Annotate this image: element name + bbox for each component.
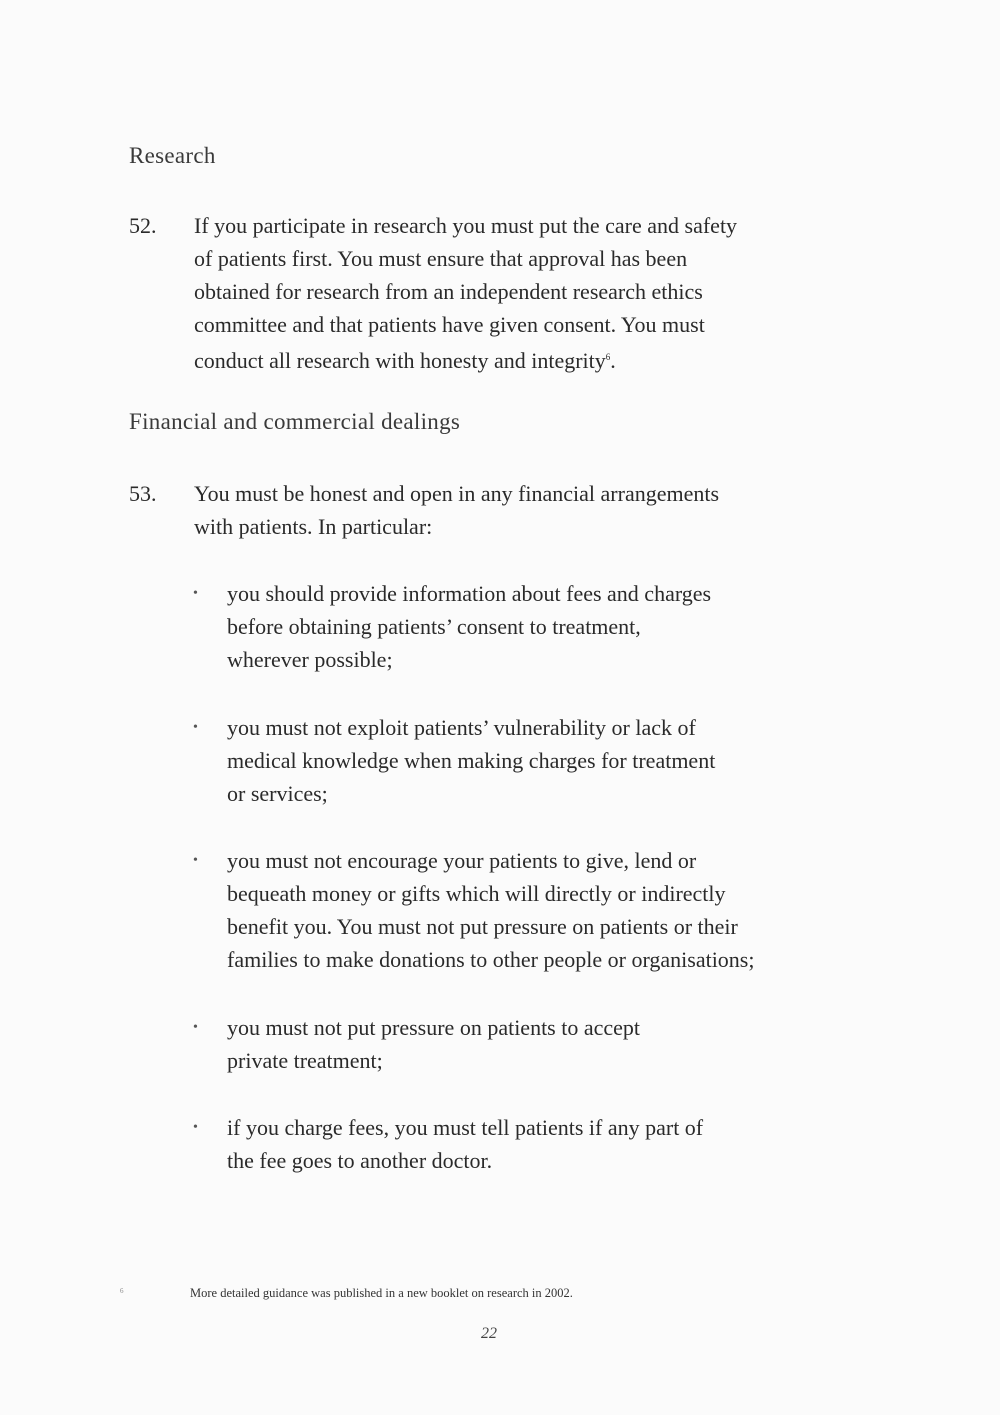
text-line: wherever possible;: [227, 647, 393, 672]
bullet-icon: •: [193, 1020, 198, 1035]
text-line: you must not encourage your patients to give, lend or: [227, 848, 697, 873]
text-line: before obtaining patients’ consent to treatment,: [227, 614, 641, 639]
text-line: committee and that patients have given consent. You must: [194, 312, 705, 337]
text-line: you must not exploit patients’ vulnerability or lack of: [227, 715, 696, 740]
bullet-icon: •: [193, 853, 198, 868]
text-line: obtained for research from an independent research ethics: [194, 279, 703, 304]
text-line: of patients first. You must ensure that approval has been: [194, 246, 688, 271]
text-line: or services;: [227, 781, 328, 806]
footnote-marker: 6: [120, 1287, 124, 1295]
text-line-content: conduct all research with honesty and integrity: [194, 348, 606, 373]
footnote-text: More detailed guidance was published in a new booklet on research in 2002.: [190, 1286, 573, 1300]
text-line: private treatment;: [227, 1048, 383, 1073]
text-line: You must be honest and open in any financial arrangements: [194, 481, 720, 506]
text-line: bequeath money or gifts which will directly or indirectly: [227, 881, 726, 906]
period: .: [610, 348, 616, 373]
text-line: families to make donations to other people or organisations;: [227, 947, 755, 972]
paragraph-number: 53.: [129, 481, 157, 506]
page-number: 22: [481, 1325, 497, 1342]
bullet-icon: •: [193, 586, 198, 601]
text-line: you must not put pressure on patients to accept: [227, 1015, 641, 1040]
text-line: the fee goes to another doctor.: [227, 1148, 493, 1173]
text-line: If you participate in research you must put the care and safety: [194, 213, 738, 238]
text-line: benefit you. You must not put pressure on patients or their: [227, 914, 738, 939]
paragraph-number: 52.: [129, 213, 157, 238]
bullet-icon: •: [193, 1120, 198, 1135]
section-heading-research: Research: [129, 143, 216, 168]
bullet-icon: •: [193, 720, 198, 735]
text-line: with patients. In particular:: [194, 514, 433, 539]
section-heading-financial: Financial and commercial dealings: [129, 409, 461, 434]
text-line: medical knowledge when making charges for treatment: [227, 748, 716, 773]
text-line: you should provide information about fees and charges: [227, 581, 712, 606]
text-line: [194, 341, 854, 377]
text-line: if you charge fees, you must tell patients if any part of: [227, 1115, 704, 1140]
footnote-reference: 6: [605, 352, 611, 362]
